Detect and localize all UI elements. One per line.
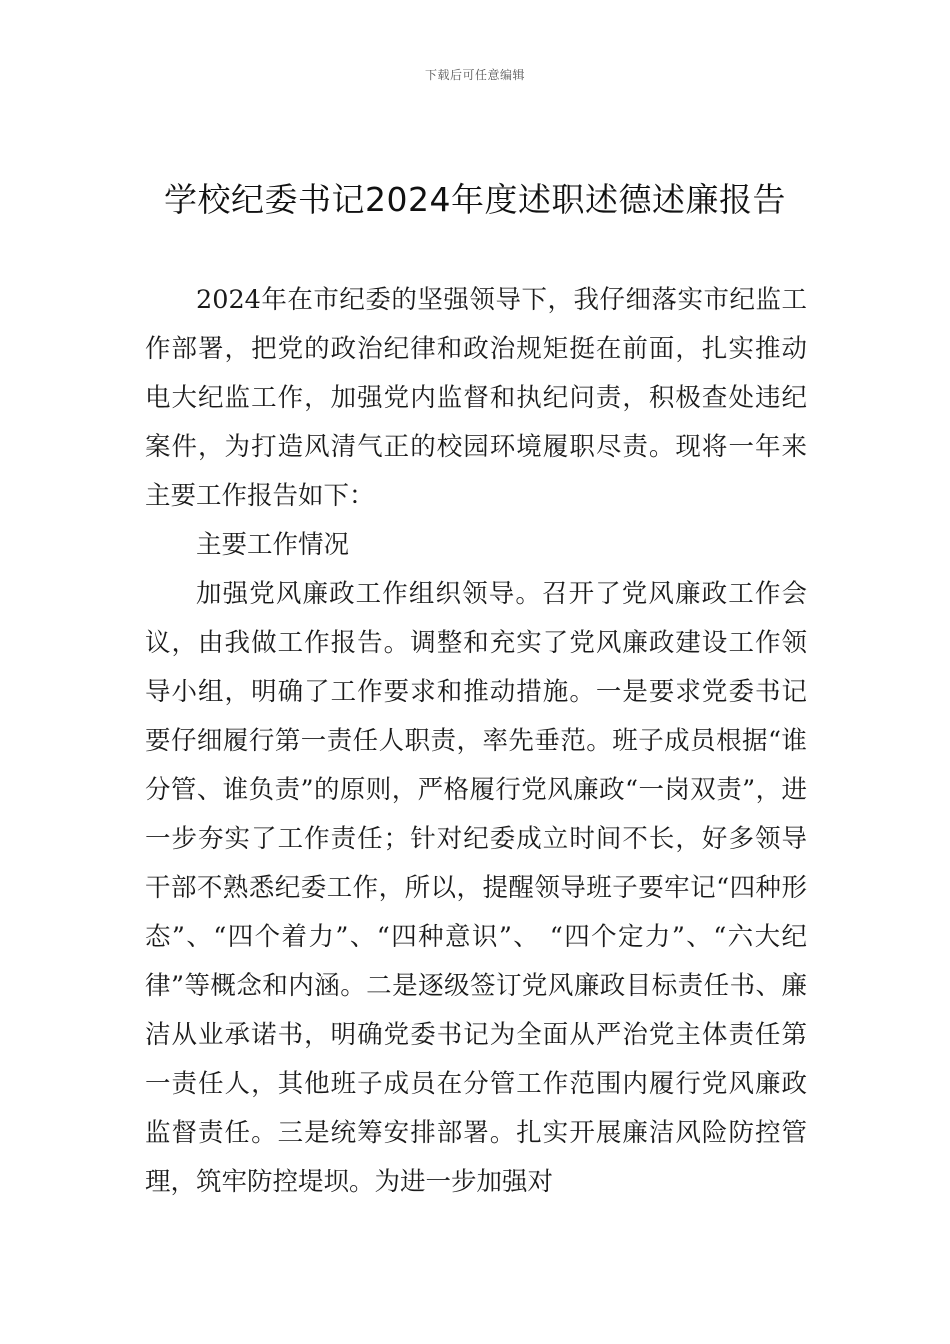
document-body <box>145 276 807 1207</box>
document-title: 学校纪委书记2024年度述职述德述廉报告 <box>164 180 786 219</box>
section-heading-main-work: 主要工作情况 <box>196 530 350 560</box>
header-note: 下载后可任意编辑 <box>424 68 525 82</box>
paragraph-organization-leadership: 加强党风廉政工作组织领导。召开了党风廉政工作会议，由我做工作报告。调整和充实了党风廉政建设工作领导小组，明确了工作要求和推动措施。一是要求党委书记要仔细履行第一责任人职责，率先垂范。班子成员根据“谁分管、谁负责”的原则，严格履行党风廉政“一岗双责”，进一步夯实了工作责任；针对纪委成立时间不长，好多领导干部不熟悉纪委工作，所以，提醒领导班子要牢记“四种形态”、“四个着力”、“四种意识”、 “四个定力”、“六大纪律”等概念和内涵。二是逐级签订党风廉政目标责任书、廉洁从业承诺书，明确党委书记为全面从严治党主体责任第一责任人，其他班子成员在分管工作范围内履行党风廉政监督责任。三是统筹安排部署。扎实开展廉洁风险防控管理，筑牢防控堤坝。为进一步加强对 <box>145 579 807 1197</box>
paragraph-intro: 2024年在市纪委的坚强领导下，我仔细落实市纪监工作部署，把党的政治纪律和政治规矩挺在前面，扎实推动电大纪监工作，加强党内监督和执纪问责，积极查处违纪案件，为打造风清气正的校园环境履职尽责。现将一年来主要工作报告如下： <box>145 285 807 511</box>
